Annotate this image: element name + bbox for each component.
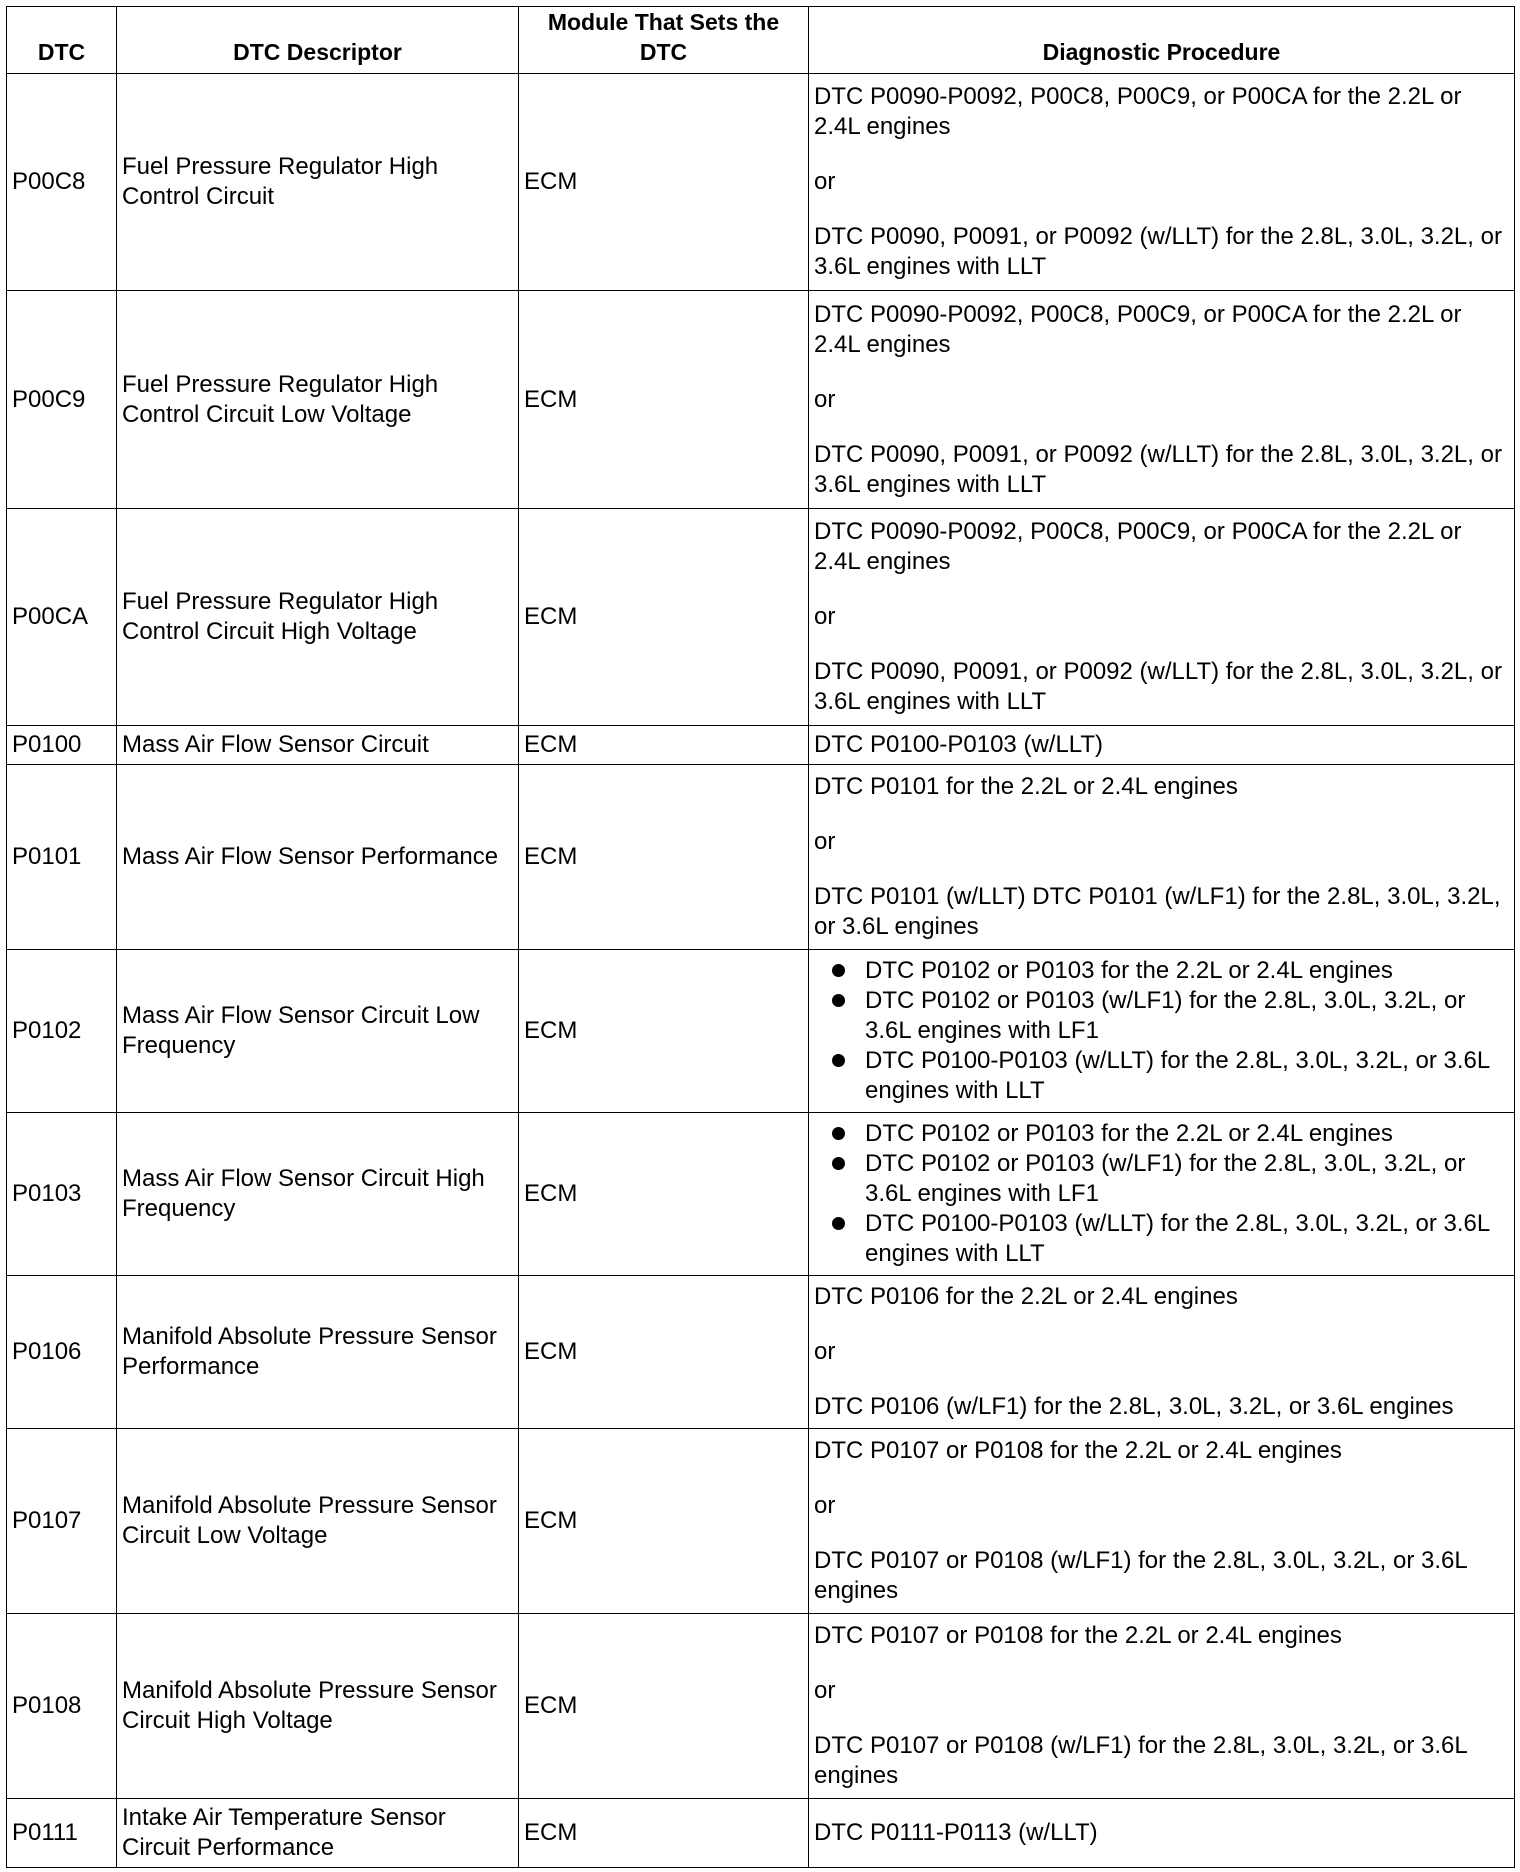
dtc-code-cell: P0102 bbox=[7, 949, 117, 1112]
dtc-descriptor-cell: Fuel Pressure Regulator High Control Circuit Low Voltage bbox=[117, 291, 519, 508]
procedure-line: DTC P0090, P0091, or P0092 (w/LLT) for the 2.8L, 3.0L, 3.2L, or 3.6L engines with LLT bbox=[814, 440, 1502, 498]
dtc-code-cell: P0100 bbox=[7, 726, 117, 765]
dtc-descriptor-cell: Manifold Absolute Pressure Sensor Performance bbox=[117, 1276, 519, 1428]
bullet-icon bbox=[832, 1127, 845, 1140]
table-row bbox=[7, 726, 1515, 765]
table-row bbox=[7, 949, 1515, 1112]
paragraph-spacer bbox=[814, 857, 1509, 882]
diagnostic-procedure-cell bbox=[809, 74, 1515, 291]
module-cell: ECM bbox=[519, 1798, 809, 1867]
table-header bbox=[7, 7, 1515, 74]
diagnostic-procedure-cell bbox=[809, 1428, 1515, 1613]
procedure-bullet-text: DTC P0100-P0103 (w/LLT) for the 2.8L, 3.0L, 3.2L, or 3.6L engines with LLT bbox=[865, 1047, 1490, 1104]
procedure-bullet-item bbox=[832, 1149, 1509, 1209]
bullet-icon bbox=[832, 1157, 845, 1170]
header-module: Module That Sets the DTC bbox=[519, 7, 809, 74]
module-cell: ECM bbox=[519, 508, 809, 725]
header-descriptor: DTC Descriptor bbox=[117, 7, 519, 74]
procedure-bullet-item bbox=[832, 1209, 1509, 1269]
module-cell: ECM bbox=[519, 74, 809, 291]
procedure-line: DTC P0107 or P0108 (w/LF1) for the 2.8L, 3.0L, 3.2L, or 3.6L engines bbox=[814, 1546, 1467, 1604]
procedure-bullet-list bbox=[814, 1119, 1509, 1269]
procedure-line: or bbox=[814, 827, 836, 855]
header-dtc: DTC bbox=[7, 7, 117, 74]
module-cell: ECM bbox=[519, 1276, 809, 1428]
dtc-descriptor-cell: Mass Air Flow Sensor Performance bbox=[117, 764, 519, 949]
procedure-bullet-item bbox=[832, 1119, 1509, 1149]
diagnostic-procedure-cell bbox=[809, 508, 1515, 725]
header-procedure: Diagnostic Procedure bbox=[809, 7, 1515, 74]
paragraph-spacer bbox=[814, 415, 1509, 440]
diagnostic-procedure-cell bbox=[809, 726, 1515, 765]
diagnostic-procedure-cell bbox=[809, 949, 1515, 1112]
procedure-line: DTC P0090-P0092, P00C8, P00C9, or P00CA for the 2.2L or 2.4L engines bbox=[814, 517, 1462, 575]
procedure-bullet-text: DTC P0102 or P0103 (w/LF1) for the 2.8L, 3.0L, 3.2L, or 3.6L engines with LF1 bbox=[865, 1150, 1466, 1208]
procedure-bullet-item bbox=[832, 956, 1509, 986]
dtc-descriptor-cell: Manifold Absolute Pressure Sensor Circuit Low Voltage bbox=[117, 1428, 519, 1613]
procedure-line: DTC P0090-P0092, P00C8, P00C9, or P00CA for the 2.2L or 2.4L engines bbox=[814, 83, 1462, 141]
bullet-icon bbox=[832, 964, 845, 977]
paragraph-spacer bbox=[814, 1466, 1509, 1491]
dtc-descriptor-cell: Fuel Pressure Regulator High Control Circuit High Voltage bbox=[117, 508, 519, 725]
module-cell: ECM bbox=[519, 1428, 809, 1613]
procedure-line: DTC P0090, P0091, or P0092 (w/LLT) for the 2.8L, 3.0L, 3.2L, or 3.6L engines with LLT bbox=[814, 223, 1502, 281]
table-row bbox=[7, 1798, 1515, 1867]
procedure-line: DTC P0111-P0113 (w/LLT) bbox=[814, 1818, 1098, 1846]
module-cell: ECM bbox=[519, 949, 809, 1112]
dtc-descriptor-cell: Intake Air Temperature Sensor Circuit Performance bbox=[117, 1798, 519, 1867]
module-cell: ECM bbox=[519, 726, 809, 765]
dtc-code-cell: P0107 bbox=[7, 1428, 117, 1613]
paragraph-spacer bbox=[814, 1651, 1509, 1676]
paragraph-spacer bbox=[814, 802, 1509, 827]
procedure-line: or bbox=[814, 1491, 836, 1519]
procedure-line: DTC P0090-P0092, P00C8, P00C9, or P00CA for the 2.2L or 2.4L engines bbox=[814, 300, 1462, 358]
diagnostic-procedure-cell bbox=[809, 291, 1515, 508]
dtc-code-cell: P0101 bbox=[7, 764, 117, 949]
bullet-icon bbox=[832, 1054, 845, 1067]
bullet-icon bbox=[832, 994, 845, 1007]
header-row bbox=[7, 7, 1515, 74]
paragraph-spacer bbox=[814, 632, 1509, 657]
paragraph-spacer bbox=[814, 577, 1509, 602]
module-cell: ECM bbox=[519, 764, 809, 949]
bullet-icon bbox=[832, 1217, 845, 1230]
procedure-line: DTC P0101 for the 2.2L or 2.4L engines bbox=[814, 772, 1238, 800]
procedure-bullet-text: DTC P0102 or P0103 (w/LF1) for the 2.8L, 3.0L, 3.2L, or 3.6L engines with LF1 bbox=[865, 987, 1466, 1044]
table-row bbox=[7, 1276, 1515, 1428]
diagnostic-procedure-cell bbox=[809, 764, 1515, 949]
procedure-bullet-list bbox=[814, 956, 1509, 1106]
procedure-line: DTC P0107 or P0108 for the 2.2L or 2.4L engines bbox=[814, 1621, 1342, 1649]
dtc-descriptor-cell: Mass Air Flow Sensor Circuit Low Frequency bbox=[117, 949, 519, 1112]
dtc-descriptor-cell: Fuel Pressure Regulator High Control Circuit bbox=[117, 74, 519, 291]
procedure-line: DTC P0106 for the 2.2L or 2.4L engines bbox=[814, 1283, 1238, 1311]
procedure-line: DTC P0100-P0103 (w/LLT) bbox=[814, 730, 1104, 758]
procedure-line: or bbox=[814, 1676, 836, 1704]
dtc-code-cell: P00C8 bbox=[7, 74, 117, 291]
paragraph-spacer bbox=[814, 197, 1509, 222]
table-row bbox=[7, 764, 1515, 949]
dtc-descriptor-cell: Mass Air Flow Sensor Circuit High Frequency bbox=[117, 1113, 519, 1276]
table-row bbox=[7, 1113, 1515, 1276]
dtc-table bbox=[6, 6, 1515, 1868]
paragraph-spacer bbox=[814, 1312, 1509, 1337]
procedure-line: DTC P0107 or P0108 for the 2.2L or 2.4L engines bbox=[814, 1436, 1342, 1464]
paragraph-spacer bbox=[814, 1521, 1509, 1546]
dtc-code-cell: P00CA bbox=[7, 508, 117, 725]
table-row bbox=[7, 74, 1515, 291]
dtc-code-cell: P0106 bbox=[7, 1276, 117, 1428]
diagnostic-procedure-cell bbox=[809, 1613, 1515, 1798]
paragraph-spacer bbox=[814, 1367, 1509, 1392]
table-row bbox=[7, 1428, 1515, 1613]
paragraph-spacer bbox=[814, 142, 1509, 167]
procedure-line: or bbox=[814, 385, 836, 413]
diagnostic-procedure-cell bbox=[809, 1276, 1515, 1428]
table-row bbox=[7, 291, 1515, 508]
procedure-line: DTC P0107 or P0108 (w/LF1) for the 2.8L, 3.0L, 3.2L, or 3.6L engines bbox=[814, 1731, 1467, 1789]
procedure-line: DTC P0106 (w/LF1) for the 2.8L, 3.0L, 3.2L, or 3.6L engines bbox=[814, 1393, 1454, 1421]
dtc-code-cell: P0108 bbox=[7, 1613, 117, 1798]
dtc-code-cell: P00C9 bbox=[7, 291, 117, 508]
module-cell: ECM bbox=[519, 1613, 809, 1798]
procedure-bullet-item bbox=[832, 986, 1509, 1046]
dtc-code-cell: P0103 bbox=[7, 1113, 117, 1276]
dtc-code-cell: P0111 bbox=[7, 1798, 117, 1867]
table-row bbox=[7, 1613, 1515, 1798]
table-body bbox=[7, 74, 1515, 1868]
procedure-bullet-text: DTC P0100-P0103 (w/LLT) for the 2.8L, 3.0L, 3.2L, or 3.6L engines with LLT bbox=[865, 1210, 1490, 1268]
dtc-descriptor-cell: Manifold Absolute Pressure Sensor Circuit High Voltage bbox=[117, 1613, 519, 1798]
procedure-line: DTC P0090, P0091, or P0092 (w/LLT) for the 2.8L, 3.0L, 3.2L, or 3.6L engines with LLT bbox=[814, 657, 1502, 715]
procedure-line: DTC P0101 (w/LLT) DTC P0101 (w/LF1) for the 2.8L, 3.0L, 3.2L, or 3.6L engines bbox=[814, 882, 1501, 940]
paragraph-spacer bbox=[814, 1706, 1509, 1731]
procedure-line: or bbox=[814, 602, 836, 630]
procedure-bullet-text: DTC P0102 or P0103 for the 2.2L or 2.4L engines bbox=[865, 957, 1393, 984]
table-row bbox=[7, 508, 1515, 725]
diagnostic-procedure-cell bbox=[809, 1798, 1515, 1867]
procedure-line: or bbox=[814, 168, 836, 196]
procedure-bullet-item bbox=[832, 1046, 1509, 1106]
diagnostic-procedure-cell bbox=[809, 1113, 1515, 1276]
procedure-bullet-text: DTC P0102 or P0103 for the 2.2L or 2.4L engines bbox=[865, 1120, 1393, 1148]
dtc-descriptor-cell: Mass Air Flow Sensor Circuit bbox=[117, 726, 519, 765]
module-cell: ECM bbox=[519, 1113, 809, 1276]
module-cell: ECM bbox=[519, 291, 809, 508]
paragraph-spacer bbox=[814, 360, 1509, 385]
procedure-line: or bbox=[814, 1338, 836, 1366]
